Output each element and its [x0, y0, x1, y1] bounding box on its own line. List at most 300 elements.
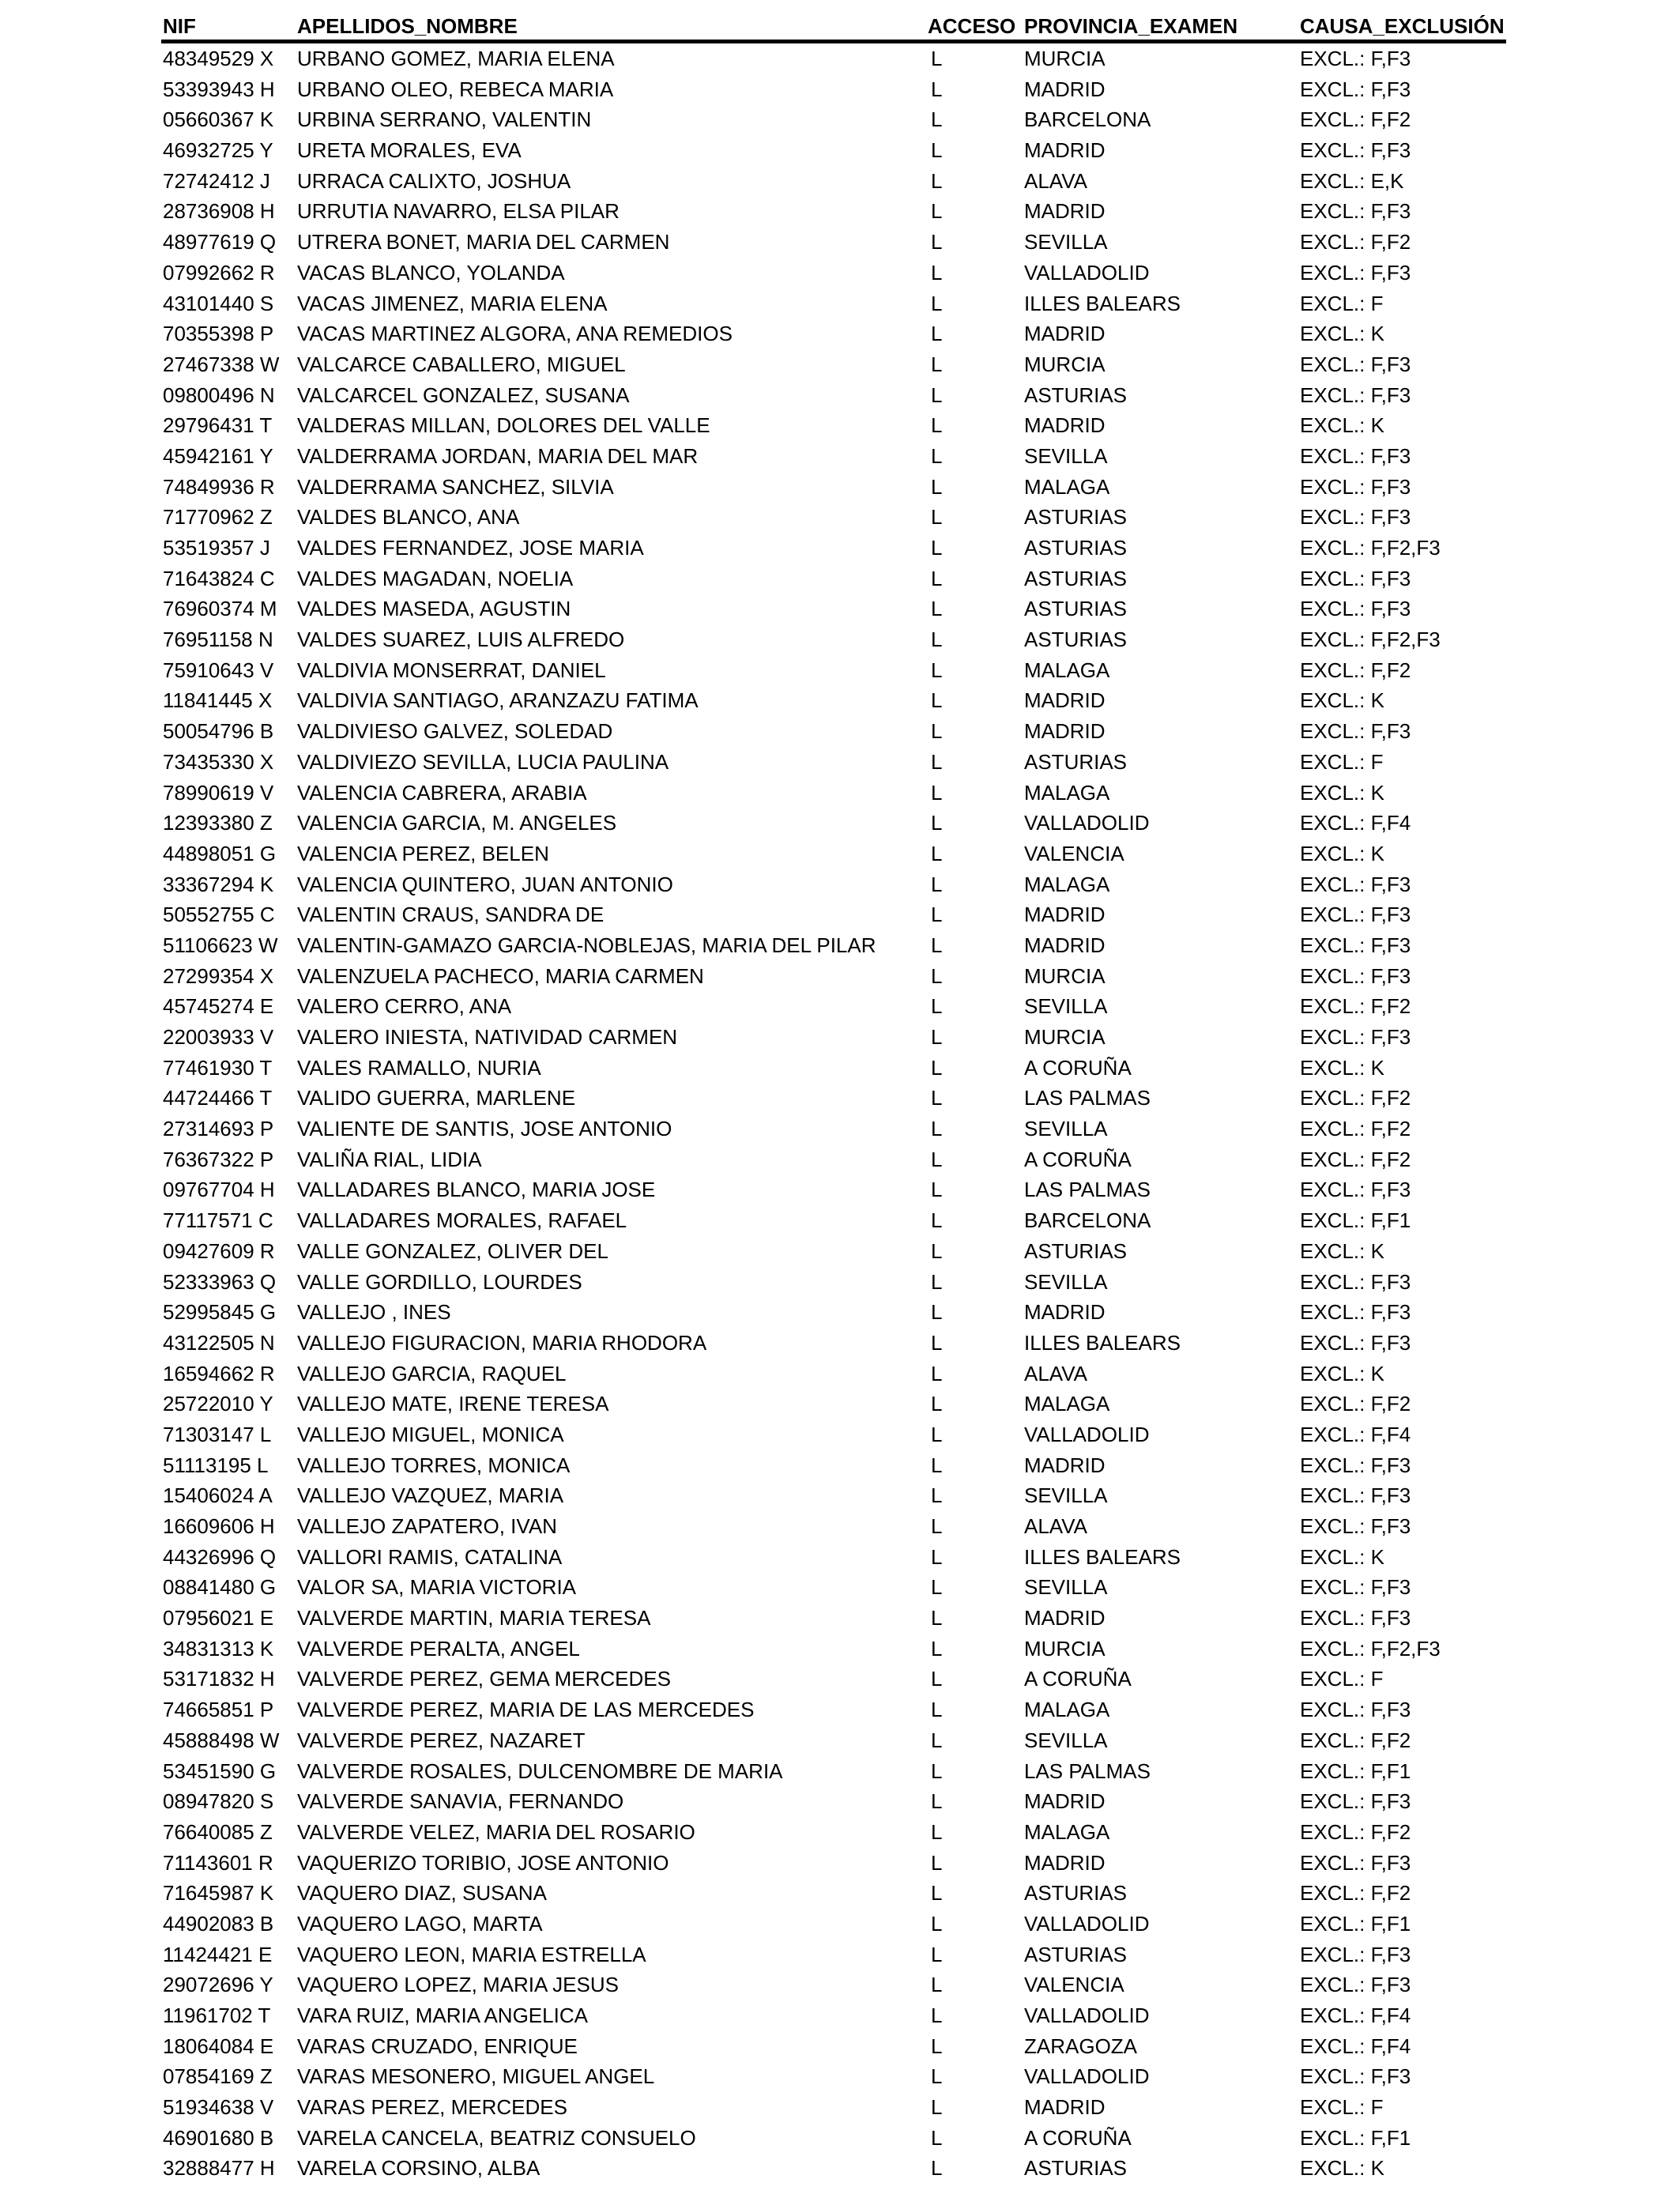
cell-provincia-examen: ILLES BALEARS: [1024, 1330, 1181, 1355]
cell-apellidos-nombre: VALERO CERRO, ANA: [297, 994, 512, 1019]
cell-nif: 44724466 T: [163, 1086, 273, 1110]
table-row: [161, 1725, 1506, 1756]
table-row: [161, 594, 1506, 624]
cell-nif: 76951158 N: [163, 628, 273, 652]
cell-apellidos-nombre: VALENCIA GARCIA, M. ANGELES: [297, 811, 617, 835]
cell-nif: 05660367 K: [163, 107, 274, 132]
cell-nif: 76367322 P: [163, 1147, 274, 1171]
table-row: [161, 2031, 1506, 2062]
cell-causa-exclusion: EXCL.: K: [1300, 1238, 1384, 1263]
cell-acceso: L: [931, 1422, 943, 1446]
cell-causa-exclusion: EXCL.: F,F3: [1300, 2064, 1411, 2089]
cell-nif: 11424421 E: [163, 1942, 273, 1966]
cell-nif: 48349529 X: [163, 47, 274, 70]
cell-acceso: L: [931, 1147, 943, 1171]
cell-apellidos-nombre: VALENCIA CABRERA, ARABIA: [297, 780, 587, 805]
cell-provincia-examen: SEVILLA: [1024, 1575, 1108, 1600]
cell-acceso: L: [931, 1117, 943, 1141]
cell-nif: 51934638 V: [163, 2095, 274, 2120]
table-row: [161, 778, 1506, 809]
cell-causa-exclusion: EXCL.: F,F3: [1300, 1025, 1411, 1049]
cell-provincia-examen: MURCIA: [1024, 963, 1106, 988]
cell-provincia-examen: MADRID: [1024, 903, 1106, 927]
table-row: [161, 1786, 1506, 1817]
cell-provincia-examen: MADRID: [1024, 2095, 1106, 2120]
cell-nif: 74849936 R: [163, 474, 275, 499]
table-row: [161, 1603, 1506, 1634]
cell-provincia-examen: ASTURIAS: [1024, 597, 1128, 621]
table-row: [161, 930, 1506, 961]
cell-apellidos-nombre: VALLE GONZALEZ, OLIVER DEL: [297, 1238, 608, 1263]
cell-acceso: L: [931, 1575, 943, 1600]
cell-apellidos-nombre: VALLEJO VAZQUEZ, MARIA: [297, 1483, 564, 1508]
cell-causa-exclusion: EXCL.: F,F2: [1300, 230, 1411, 254]
cell-nif: 15406024 A: [163, 1483, 273, 1508]
header-causa-exclusion: CAUSA_EXCLUSIÓN: [1300, 14, 1505, 38]
table-row: [161, 1267, 1506, 1298]
cell-provincia-examen: MADRID: [1024, 413, 1106, 438]
cell-acceso: L: [931, 107, 943, 132]
cell-causa-exclusion: EXCL.: K: [1300, 2156, 1384, 2181]
cell-provincia-examen: MURCIA: [1024, 1636, 1106, 1661]
cell-acceso: L: [931, 168, 943, 193]
table-row: [161, 1909, 1506, 1940]
cell-nif: 33367294 K: [163, 872, 274, 896]
cell-acceso: L: [931, 688, 943, 713]
cell-causa-exclusion: EXCL.: F,F3: [1300, 1330, 1411, 1355]
cell-acceso: L: [931, 841, 943, 865]
cell-nif: 11961702 T: [163, 2004, 271, 2027]
table-row: [161, 349, 1506, 380]
cell-apellidos-nombre: VALDES MASEDA, AGUSTIN: [297, 597, 571, 621]
cell-causa-exclusion: EXCL.: F,F3: [1300, 443, 1411, 468]
cell-apellidos-nombre: VALLADARES MORALES, RAFAEL: [297, 1208, 627, 1233]
cell-acceso: L: [931, 1942, 943, 1966]
cell-provincia-examen: BARCELONA: [1024, 1208, 1151, 1233]
cell-causa-exclusion: EXCL.: F,F3: [1300, 872, 1411, 896]
cell-nif: 27314693 P: [163, 1117, 274, 1141]
cell-apellidos-nombre: VALLE GORDILLO, LOURDES: [297, 1269, 582, 1294]
cell-apellidos-nombre: VARAS CRUZADO, ENRIQUE: [297, 2034, 578, 2058]
cell-nif: 46901680 B: [163, 2125, 274, 2150]
cell-acceso: L: [931, 1361, 943, 1385]
cell-nif: 76640085 Z: [163, 1819, 273, 1844]
cell-provincia-examen: MURCIA: [1024, 1025, 1106, 1049]
cell-causa-exclusion: EXCL.: F,F3: [1300, 1606, 1411, 1630]
table-row: [161, 1236, 1506, 1267]
table-row: [161, 1053, 1506, 1084]
cell-nif: 53171832 H: [163, 1667, 275, 1691]
cell-apellidos-nombre: VAQUERO DIAZ, SUSANA: [297, 1881, 547, 1906]
cell-provincia-examen: MADRID: [1024, 719, 1106, 744]
cell-causa-exclusion: EXCL.: F,F3: [1300, 260, 1411, 285]
table-row: [161, 2092, 1506, 2123]
cell-acceso: L: [931, 1514, 943, 1538]
cell-provincia-examen: ASTURIAS: [1024, 536, 1128, 560]
cell-apellidos-nombre: VALVERDE ROSALES, DULCENOMBRE DE MARIA: [297, 1759, 783, 1783]
cell-acceso: L: [931, 230, 943, 254]
cell-acceso: L: [931, 1636, 943, 1661]
cell-acceso: L: [931, 1728, 943, 1752]
table-row: [161, 502, 1506, 533]
cell-causa-exclusion: EXCL.: F,F1: [1300, 1208, 1411, 1233]
cell-acceso: L: [931, 2156, 943, 2181]
cell-apellidos-nombre: VALVERDE SANAVIA, FERNANDO: [297, 1789, 624, 1814]
cell-nif: 25722010 Y: [163, 1392, 273, 1416]
table-row: [161, 104, 1506, 135]
table-row: [161, 319, 1506, 349]
cell-acceso: L: [931, 1544, 943, 1569]
cell-apellidos-nombre: VAQUERO LEON, MARIA ESTRELLA: [297, 1942, 646, 1966]
cell-provincia-examen: VALENCIA: [1024, 1973, 1124, 1997]
cell-causa-exclusion: EXCL.: F,F3: [1300, 1300, 1411, 1325]
cell-nif: 43122505 N: [163, 1330, 275, 1355]
header-provincia-examen: PROVINCIA_EXAMEN: [1024, 14, 1238, 38]
cell-nif: 77117571 C: [163, 1208, 273, 1233]
cell-causa-exclusion: EXCL.: K: [1300, 322, 1384, 346]
cell-provincia-examen: MALAGA: [1024, 658, 1110, 682]
cell-nif: 53519357 J: [163, 536, 270, 560]
table-row: [161, 1389, 1506, 1419]
cell-nif: 50552755 C: [163, 903, 275, 927]
table-row: [161, 1848, 1506, 1879]
cell-provincia-examen: MADRID: [1024, 199, 1106, 224]
cell-apellidos-nombre: VALIENTE DE SANTIS, JOSE ANTONIO: [297, 1117, 672, 1141]
cell-nif: 29072696 Y: [163, 1973, 273, 1997]
cell-causa-exclusion: EXCL.: F,F1: [1300, 2125, 1411, 2150]
table-row: [161, 288, 1506, 319]
cell-apellidos-nombre: URBINA SERRANO, VALENTIN: [297, 107, 592, 132]
cell-nif: 78990619 V: [163, 780, 274, 805]
cell-causa-exclusion: EXCL.: F,F3: [1300, 1269, 1411, 1294]
cell-causa-exclusion: EXCL.: F,F3: [1300, 933, 1411, 957]
cell-causa-exclusion: EXCL.: F,F3: [1300, 138, 1411, 163]
cell-apellidos-nombre: URRUTIA NAVARRO, ELSA PILAR: [297, 199, 620, 224]
cell-provincia-examen: ASTURIAS: [1024, 628, 1128, 652]
cell-nif: 71143601 R: [163, 1850, 273, 1875]
cell-provincia-examen: MADRID: [1024, 1453, 1106, 1477]
cell-nif: 48977619 Q: [163, 230, 277, 254]
cell-acceso: L: [931, 1819, 943, 1844]
cell-acceso: L: [931, 199, 943, 224]
cell-causa-exclusion: EXCL.: F,F2: [1300, 1392, 1411, 1416]
cell-nif: 44902083 B: [163, 1911, 274, 1936]
cell-apellidos-nombre: VALENZUELA PACHECO, MARIA CARMEN: [297, 963, 704, 988]
table-row: [161, 227, 1506, 258]
cell-nif: 77461930 T: [163, 1055, 273, 1080]
cell-causa-exclusion: EXCL.: F: [1300, 291, 1384, 315]
cell-nif: 70355398 P: [163, 322, 274, 346]
cell-nif: 08841480 G: [163, 1575, 277, 1600]
cell-provincia-examen: ASTURIAS: [1024, 749, 1128, 774]
table-row: [161, 1940, 1506, 1970]
cell-apellidos-nombre: VALVERDE PEREZ, MARIA DE LAS MERCEDES: [297, 1698, 755, 1722]
cell-provincia-examen: MADRID: [1024, 1789, 1106, 1814]
cell-provincia-examen: MURCIA: [1024, 47, 1106, 70]
cell-provincia-examen: ILLES BALEARS: [1024, 291, 1181, 315]
cell-causa-exclusion: EXCL.: F,F1: [1300, 1759, 1411, 1783]
table-row: [161, 1328, 1506, 1359]
table-row: [161, 899, 1506, 930]
cell-causa-exclusion: EXCL.: F,F3: [1300, 47, 1411, 70]
cell-acceso: L: [931, 2064, 943, 2089]
cell-causa-exclusion: EXCL.: F,F3: [1300, 903, 1411, 927]
cell-apellidos-nombre: VALENTIN CRAUS, SANDRA DE: [297, 903, 605, 927]
cell-acceso: L: [931, 628, 943, 652]
cell-acceso: L: [931, 1667, 943, 1691]
cell-causa-exclusion: EXCL.: F,F2: [1300, 107, 1411, 132]
table-row: [161, 991, 1506, 1022]
cell-nif: 71770962 Z: [163, 505, 273, 530]
cell-causa-exclusion: EXCL.: F,F3: [1300, 1973, 1411, 1997]
cell-acceso: L: [931, 413, 943, 438]
cell-acceso: L: [931, 291, 943, 315]
cell-provincia-examen: MADRID: [1024, 77, 1106, 101]
cell-causa-exclusion: EXCL.: F,F3: [1300, 1942, 1411, 1966]
cell-causa-exclusion: EXCL.: F,F3: [1300, 1453, 1411, 1477]
header-apellidos-nombre: APELLIDOS_NOMBRE: [297, 14, 518, 38]
cell-provincia-examen: MALAGA: [1024, 1392, 1110, 1416]
cell-provincia-examen: A CORUÑA: [1024, 2125, 1132, 2150]
cell-nif: 16594662 R: [163, 1361, 275, 1385]
cell-causa-exclusion: EXCL.: F,F3: [1300, 1850, 1411, 1875]
cell-provincia-examen: A CORUÑA: [1024, 1147, 1132, 1171]
cell-nif: 29796431 T: [163, 413, 273, 438]
cell-provincia-examen: VALLADOLID: [1024, 2064, 1150, 2089]
cell-acceso: L: [931, 1453, 943, 1477]
table-row: [161, 2153, 1506, 2184]
cell-apellidos-nombre: VALIÑA RIAL, LIDIA: [297, 1147, 482, 1171]
cell-provincia-examen: MURCIA: [1024, 352, 1106, 376]
cell-acceso: L: [931, 1238, 943, 1263]
cell-nif: 71643824 C: [163, 566, 275, 590]
table-row: [161, 1144, 1506, 1175]
cell-apellidos-nombre: VARAS PEREZ, MERCEDES: [297, 2095, 567, 2120]
cell-nif: 73435330 X: [163, 749, 274, 774]
cell-apellidos-nombre: VACAS MARTINEZ ALGORA, ANA REMEDIOS: [297, 322, 733, 346]
table-row: [161, 1664, 1506, 1695]
cell-provincia-examen: ILLES BALEARS: [1024, 1544, 1181, 1569]
cell-provincia-examen: VALLADOLID: [1024, 1911, 1150, 1936]
cell-nif: 45888498 W: [163, 1728, 280, 1752]
cell-causa-exclusion: EXCL.: E,K: [1300, 168, 1404, 193]
cell-causa-exclusion: EXCL.: F,F3: [1300, 597, 1411, 621]
cell-provincia-examen: VALLADOLID: [1024, 811, 1150, 835]
cell-provincia-examen: LAS PALMAS: [1024, 1178, 1151, 1202]
table-row: [161, 1572, 1506, 1603]
cell-acceso: L: [931, 1759, 943, 1783]
cell-nif: 07992662 R: [163, 260, 275, 285]
cell-provincia-examen: A CORUÑA: [1024, 1667, 1132, 1691]
cell-causa-exclusion: EXCL.: F,F3: [1300, 77, 1411, 101]
cell-apellidos-nombre: VALDIVIA MONSERRAT, DANIEL: [297, 658, 606, 682]
cell-nif: 75910643 V: [163, 658, 274, 682]
cell-apellidos-nombre: VALLADARES BLANCO, MARIA JOSE: [297, 1178, 656, 1202]
table-row: [161, 1205, 1506, 1236]
cell-acceso: L: [931, 138, 943, 163]
cell-provincia-examen: MALAGA: [1024, 1819, 1110, 1844]
cell-acceso: L: [931, 566, 943, 590]
cell-apellidos-nombre: VALDERAS MILLAN, DOLORES DEL VALLE: [297, 413, 710, 438]
cell-apellidos-nombre: VALDES SUAREZ, LUIS ALFREDO: [297, 628, 625, 652]
cell-provincia-examen: MADRID: [1024, 138, 1106, 163]
cell-apellidos-nombre: VAQUERO LOPEZ, MARIA JESUS: [297, 1973, 619, 1997]
cell-causa-exclusion: EXCL.: F,F2: [1300, 658, 1411, 682]
cell-apellidos-nombre: VALLORI RAMIS, CATALINA: [297, 1544, 563, 1569]
table-body: [161, 43, 1506, 2184]
cell-causa-exclusion: EXCL.: F,F3: [1300, 1575, 1411, 1600]
cell-acceso: L: [931, 1392, 943, 1416]
cell-acceso: L: [931, 1973, 943, 1997]
cell-apellidos-nombre: VARA RUIZ, MARIA ANGELICA: [297, 2004, 588, 2027]
cell-causa-exclusion: EXCL.: F,F2: [1300, 1147, 1411, 1171]
table-row: [161, 655, 1506, 686]
table-row: [161, 1114, 1506, 1144]
table-row: [161, 380, 1506, 411]
cell-apellidos-nombre: URBANO OLEO, REBECA MARIA: [297, 77, 614, 101]
cell-acceso: L: [931, 1330, 943, 1355]
table-row: [161, 1083, 1506, 1114]
cell-acceso: L: [931, 47, 943, 70]
cell-apellidos-nombre: VALLEJO MIGUEL, MONICA: [297, 1422, 564, 1446]
cell-nif: 45942161 Y: [163, 443, 273, 468]
table-row: [161, 1695, 1506, 1725]
table-row: [161, 258, 1506, 288]
cell-apellidos-nombre: VALDES FERNANDEZ, JOSE MARIA: [297, 536, 644, 560]
cell-causa-exclusion: EXCL.: F,F4: [1300, 811, 1411, 835]
cell-acceso: L: [931, 933, 943, 957]
cell-apellidos-nombre: VALDERRAMA SANCHEZ, SILVIA: [297, 474, 614, 499]
cell-causa-exclusion: EXCL.: F,F3: [1300, 383, 1411, 407]
cell-nif: 53393943 H: [163, 77, 275, 101]
header-acceso: ACCESO: [928, 14, 1016, 38]
cell-apellidos-nombre: VALENCIA PEREZ, BELEN: [297, 841, 549, 865]
cell-causa-exclusion: EXCL.: F,F2,F3: [1300, 628, 1441, 652]
cell-causa-exclusion: EXCL.: F,F3: [1300, 1698, 1411, 1722]
cell-acceso: L: [931, 597, 943, 621]
cell-acceso: L: [931, 322, 943, 346]
cell-provincia-examen: MADRID: [1024, 1300, 1106, 1325]
cell-provincia-examen: SEVILLA: [1024, 1728, 1108, 1752]
cell-apellidos-nombre: VAQUERIZO TORIBIO, JOSE ANTONIO: [297, 1850, 669, 1875]
cell-nif: 08947820 S: [163, 1789, 274, 1814]
cell-apellidos-nombre: VAQUERO LAGO, MARTA: [297, 1911, 543, 1936]
table-row: [161, 2061, 1506, 2092]
table-row: [161, 1542, 1506, 1573]
cell-causa-exclusion: EXCL.: K: [1300, 1544, 1384, 1569]
cell-causa-exclusion: EXCL.: F,F1: [1300, 1911, 1411, 1936]
cell-nif: 71303147 L: [163, 1422, 272, 1446]
cell-acceso: L: [931, 1208, 943, 1233]
cell-acceso: L: [931, 383, 943, 407]
cell-provincia-examen: ASTURIAS: [1024, 1238, 1128, 1263]
cell-causa-exclusion: EXCL.: F,F2,F3: [1300, 1636, 1441, 1661]
cell-nif: 09427609 R: [163, 1238, 275, 1263]
cell-provincia-examen: MADRID: [1024, 322, 1106, 346]
cell-nif: 07854169 Z: [163, 2064, 273, 2089]
cell-acceso: L: [931, 749, 943, 774]
table-row: [161, 472, 1506, 503]
cell-apellidos-nombre: VALLEJO , INES: [297, 1300, 451, 1325]
table-row: [161, 441, 1506, 472]
cell-provincia-examen: ZARAGOZA: [1024, 2034, 1138, 2058]
cell-nif: 27467338 W: [163, 352, 280, 376]
cell-provincia-examen: MALAGA: [1024, 474, 1110, 499]
cell-provincia-examen: ALAVA: [1024, 1514, 1087, 1538]
cell-provincia-examen: ASTURIAS: [1024, 566, 1128, 590]
cell-nif: 18064084 E: [163, 2034, 274, 2058]
cell-apellidos-nombre: VALDIVIA SANTIAGO, ARANZAZU FATIMA: [297, 688, 699, 713]
table-row: [161, 716, 1506, 747]
cell-acceso: L: [931, 1606, 943, 1630]
table-row: [161, 1634, 1506, 1664]
cell-nif: 07956021 E: [163, 1606, 274, 1630]
cell-causa-exclusion: EXCL.: F,F2: [1300, 1117, 1411, 1141]
table-row: [161, 2000, 1506, 2031]
cell-nif: 76960374 M: [163, 597, 277, 621]
cell-nif: 72742412 J: [163, 168, 270, 193]
table-row: [161, 685, 1506, 716]
cell-acceso: L: [931, 77, 943, 101]
cell-acceso: L: [931, 780, 943, 805]
cell-acceso: L: [931, 1911, 943, 1936]
cell-causa-exclusion: EXCL.: F: [1300, 1667, 1384, 1691]
table-row: [161, 1022, 1506, 1053]
table-row: [161, 624, 1506, 655]
cell-nif: 52995845 G: [163, 1300, 277, 1325]
cell-causa-exclusion: EXCL.: K: [1300, 841, 1384, 865]
cell-provincia-examen: VALLADOLID: [1024, 2004, 1150, 2027]
cell-provincia-examen: ASTURIAS: [1024, 2156, 1128, 2181]
cell-causa-exclusion: EXCL.: F,F3: [1300, 963, 1411, 988]
cell-acceso: L: [931, 2095, 943, 2120]
cell-acceso: L: [931, 872, 943, 896]
cell-nif: 53451590 G: [163, 1759, 277, 1783]
cell-provincia-examen: SEVILLA: [1024, 1483, 1108, 1508]
cell-nif: 51106623 W: [163, 933, 278, 957]
cell-nif: 71645987 K: [163, 1881, 274, 1906]
cell-causa-exclusion: EXCL.: F,F3: [1300, 1178, 1411, 1202]
cell-acceso: L: [931, 505, 943, 530]
cell-causa-exclusion: EXCL.: K: [1300, 1361, 1384, 1385]
cell-causa-exclusion: EXCL.: F,F3: [1300, 1514, 1411, 1538]
cell-acceso: L: [931, 963, 943, 988]
cell-apellidos-nombre: VALVERDE MARTIN, MARIA TERESA: [297, 1606, 651, 1630]
table-row: [161, 839, 1506, 869]
cell-provincia-examen: MALAGA: [1024, 780, 1110, 805]
cell-apellidos-nombre: VALVERDE PEREZ, NAZARET: [297, 1728, 586, 1752]
cell-provincia-examen: ALAVA: [1024, 168, 1087, 193]
cell-causa-exclusion: EXCL.: F,F3: [1300, 1789, 1411, 1814]
cell-acceso: L: [931, 1850, 943, 1875]
cell-apellidos-nombre: VALDES BLANCO, ANA: [297, 505, 520, 530]
cell-provincia-examen: ALAVA: [1024, 1361, 1087, 1385]
cell-apellidos-nombre: VALLEJO TORRES, MONICA: [297, 1453, 571, 1477]
cell-acceso: L: [931, 1269, 943, 1294]
cell-acceso: L: [931, 1178, 943, 1202]
cell-provincia-examen: ASTURIAS: [1024, 505, 1128, 530]
cell-provincia-examen: SEVILLA: [1024, 230, 1108, 254]
cell-nif: 50054796 B: [163, 719, 274, 744]
cell-nif: 32888477 H: [163, 2156, 275, 2181]
cell-nif: 09800496 N: [163, 383, 275, 407]
cell-apellidos-nombre: VACAS BLANCO, YOLANDA: [297, 260, 565, 285]
cell-causa-exclusion: EXCL.: F,F3: [1300, 199, 1411, 224]
cell-apellidos-nombre: URBANO GOMEZ, MARIA ELENA: [297, 47, 615, 70]
cell-provincia-examen: MALAGA: [1024, 872, 1110, 896]
cell-provincia-examen: SEVILLA: [1024, 994, 1108, 1019]
cell-acceso: L: [931, 443, 943, 468]
